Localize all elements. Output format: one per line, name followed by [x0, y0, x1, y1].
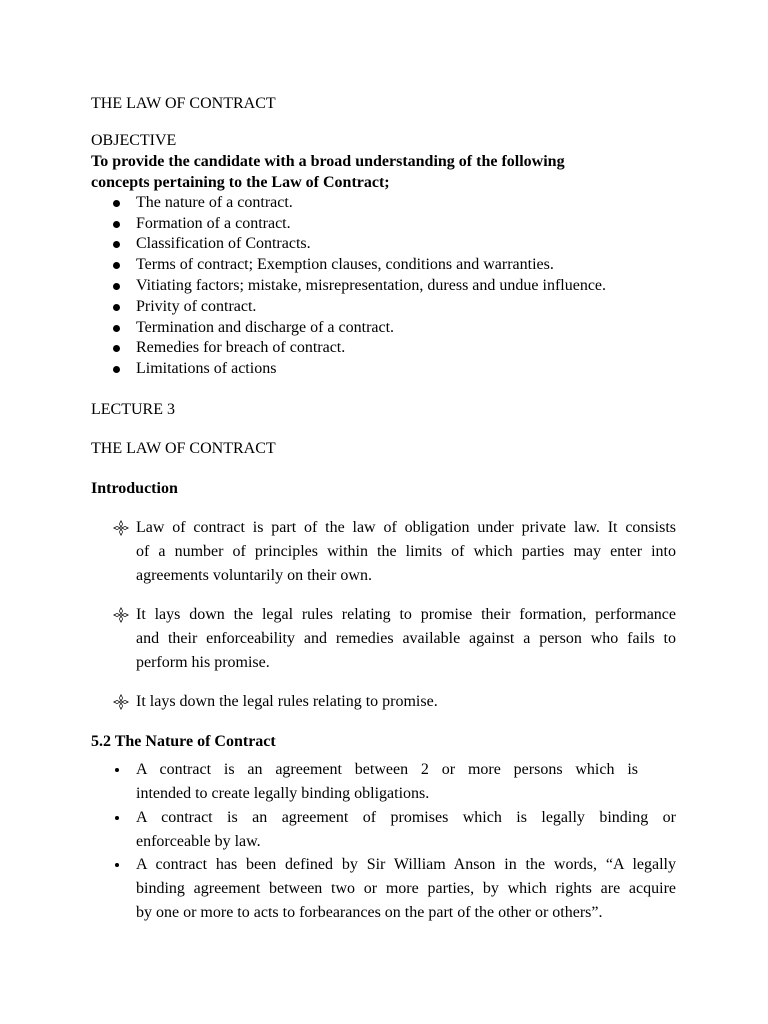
bullet-icon — [115, 768, 119, 772]
list-item-text: Remedies for breach of contract. — [136, 339, 346, 356]
paragraph-line: It lays down the legal rules relating to promise their formation, performance — [136, 606, 676, 623]
paragraph-line: It lays down the legal rules relating to promise. — [136, 693, 438, 710]
lecture-title: THE LAW OF CONTRACT — [91, 440, 276, 457]
list-item-line: A contract has been defined by Sir William Anson in the words, “A legally — [136, 856, 676, 873]
list-item-text: Formation of a contract. — [136, 215, 291, 232]
list-item-text: Termination and discharge of a contract. — [136, 319, 395, 336]
bullet-icon — [113, 262, 120, 269]
introduction-heading: Introduction — [91, 480, 178, 497]
bullet-icon — [113, 345, 120, 352]
bullet-icon — [113, 325, 120, 332]
diamond-bullet-icon — [113, 607, 129, 623]
list-item-text: Privity of contract. — [136, 298, 257, 315]
paragraph-line: perform his promise. — [136, 654, 270, 671]
paragraph-line: of a number of principles within the limits of which parties may enter into — [136, 543, 676, 560]
paragraph-line: and their enforceability and remedies available against a person who fails to — [136, 630, 676, 647]
list-item-line: A contract is an agreement between 2 or more persons which is — [136, 761, 638, 778]
diamond-bullet-icon — [113, 694, 129, 710]
bullet-icon — [113, 283, 120, 290]
objective-heading: OBJECTIVE — [91, 132, 177, 149]
diamond-bullet-icon — [113, 520, 129, 536]
lecture-number: LECTURE 3 — [91, 401, 175, 418]
bullet-icon — [113, 241, 120, 248]
list-item-text: Terms of contract; Exemption clauses, conditions and warranties. — [136, 256, 554, 273]
list-item-text: Vitiating factors; mistake, misrepresentation, duress and undue influence. — [136, 277, 607, 294]
bullet-icon — [113, 200, 120, 207]
document-title: THE LAW OF CONTRACT — [91, 95, 276, 112]
bullet-icon — [113, 221, 120, 228]
nature-heading: 5.2 The Nature of Contract — [91, 733, 276, 750]
objective-intro-line-1: To provide the candidate with a broad understanding of the following — [91, 153, 565, 170]
list-item-line: binding agreement between two or more parties, by which rights are acquire — [136, 880, 676, 897]
list-item-text: Classification of Contracts. — [136, 235, 311, 252]
list-item-line: by one or more to acts to forbearances on the part of the other or others”. — [136, 904, 603, 921]
bullet-icon — [113, 366, 120, 373]
bullet-icon — [115, 863, 119, 867]
list-item-line: enforceable by law. — [136, 833, 261, 850]
bullet-icon — [115, 816, 119, 820]
paragraph-line: Law of contract is part of the law of obligation under private law. It consists — [136, 519, 676, 536]
list-item-text: The nature of a contract. — [136, 194, 293, 211]
list-item-text: Limitations of actions — [136, 360, 277, 377]
list-item-line: intended to create legally binding obligations. — [136, 785, 430, 802]
bullet-icon — [113, 304, 120, 311]
objective-intro-line-2: concepts pertaining to the Law of Contract; — [91, 174, 390, 191]
list-item-line: A contract is an agreement of promises which is legally binding or — [136, 809, 676, 826]
paragraph-line: agreements voluntarily on their own. — [136, 567, 372, 584]
